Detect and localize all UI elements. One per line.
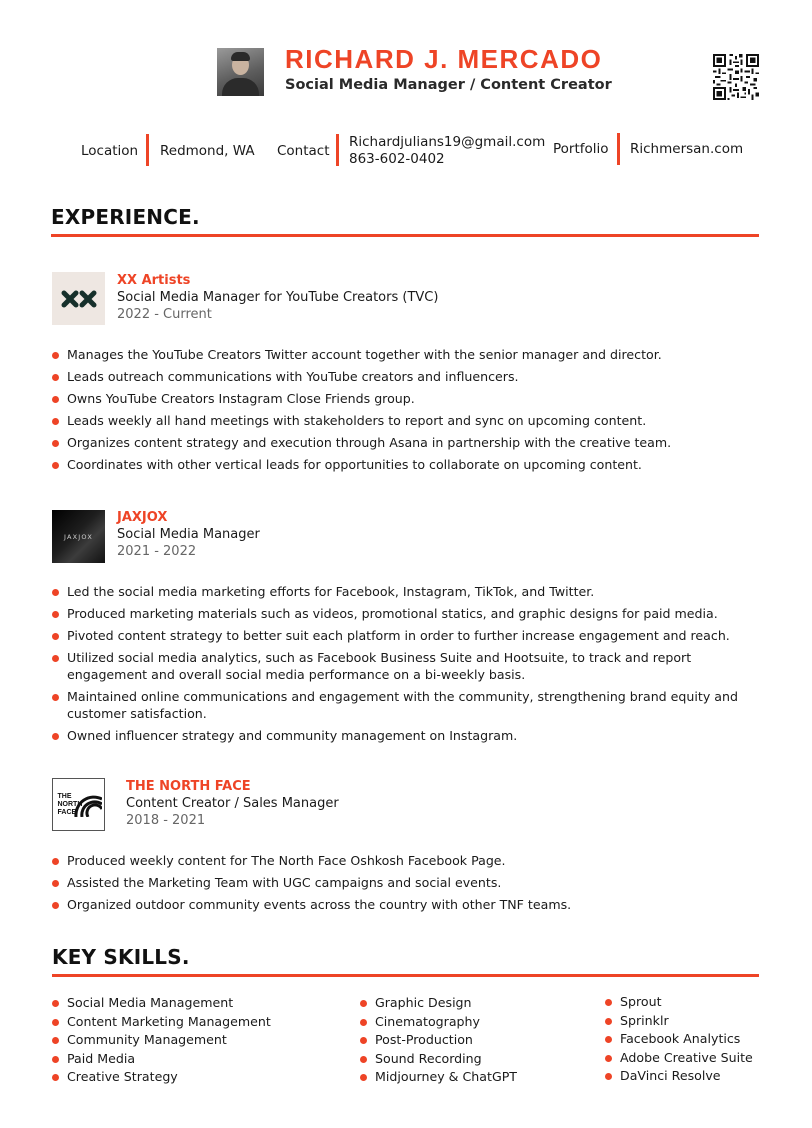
job-tagline: Social Media Manager / Content Creator: [285, 77, 612, 93]
bullet-item: Utilized social media analytics, such as Facebook Business Suite and Hootsuite, to track and report engagement and overall social media performance on a bi-weekly basis.: [52, 649, 762, 683]
skill-item: Midjourney & ChatGPT: [360, 1068, 517, 1087]
skill-item: Sprout: [605, 993, 753, 1012]
bullet-item: Organized outdoor community events across the country with other TNF teams.: [52, 896, 758, 913]
job-role: Content Creator / Sales Manager: [126, 796, 339, 811]
bullet-item: Produced weekly content for The North Face Oshkosh Facebook Page.: [52, 852, 758, 869]
skill-item: Creative Strategy: [52, 1068, 271, 1087]
skill-item: Adobe Creative Suite: [605, 1049, 753, 1068]
portfolio-link[interactable]: Richmersan.com: [630, 141, 744, 157]
skill-item: Content Marketing Management: [52, 1013, 271, 1032]
bullet-item: Coordinates with other vertical leads for opportunities to collaborate on upcoming content.: [52, 456, 758, 473]
skill-item: Paid Media: [52, 1050, 271, 1069]
job-bullets: [52, 583, 762, 744]
job-dates: 2022 - Current: [117, 307, 212, 322]
jaxjox-logo: [52, 510, 105, 563]
qr-code-icon[interactable]: [713, 54, 759, 100]
job-dates: 2018 - 2021: [126, 813, 206, 828]
company-name: XX Artists: [117, 273, 191, 288]
bullet-item: Maintained online communications and engagement with the community, strengthening brand equity and customer satisfaction.: [52, 688, 762, 722]
skills-column-1: [52, 994, 271, 1087]
bullet-item: Manages the YouTube Creators Twitter account together with the senior manager and director.: [52, 346, 758, 363]
xx-artists-logo: [52, 272, 105, 325]
job-bullets: [52, 852, 758, 913]
skills-column-3: [605, 993, 753, 1086]
bullet-item: Owned influencer strategy and community management on Instagram.: [52, 727, 762, 744]
logo-word: THE: [57, 792, 72, 800]
company-name: THE NORTH FACE: [126, 779, 251, 794]
portfolio-label: Portfolio: [553, 141, 609, 157]
logo-word: NORTH: [57, 800, 83, 808]
skill-item: Community Management: [52, 1031, 271, 1050]
jaxjox-logo-text: JAXJOX: [64, 532, 93, 541]
bullet-item: Produced marketing materials such as videos, promotional statics, and graphic designs for paid media.: [52, 605, 762, 622]
divider-portfolio: [617, 133, 620, 165]
skills-rule: [52, 974, 759, 977]
north-face-logo: [52, 778, 105, 831]
skill-item: Social Media Management: [52, 994, 271, 1013]
profile-photo: [217, 48, 264, 96]
job-role: Social Media Manager for YouTube Creators (TVC): [117, 290, 439, 305]
company-name: JAXJOX: [117, 510, 168, 525]
divider-location: [146, 134, 149, 166]
bullet-item: Assisted the Marketing Team with UGC campaigns and social events.: [52, 874, 758, 891]
skill-item: Facebook Analytics: [605, 1030, 753, 1049]
skills-column-2: [360, 994, 517, 1087]
experience-rule: [51, 234, 759, 237]
skill-item: Cinematography: [360, 1013, 517, 1032]
job-role: Social Media Manager: [117, 527, 260, 542]
divider-contact: [336, 134, 339, 166]
logo-word: FACE: [57, 808, 77, 816]
bullet-item: Organizes content strategy and execution through Asana in partnership with the creative team.: [52, 434, 758, 451]
phone-number[interactable]: 863-602-0402: [349, 151, 445, 167]
bullet-item: Leads outreach communications with YouTube creators and influencers.: [52, 368, 758, 385]
full-name: RICHARD J. MERCADO: [285, 44, 603, 74]
job-bullets: [52, 346, 758, 473]
skill-item: Sound Recording: [360, 1050, 517, 1069]
location-value: Redmond, WA: [160, 143, 255, 159]
skill-item: Post-Production: [360, 1031, 517, 1050]
bullet-item: Owns YouTube Creators Instagram Close Friends group.: [52, 390, 758, 407]
contact-label: Contact: [277, 143, 330, 159]
location-label: Location: [81, 143, 139, 159]
bullet-item: Leads weekly all hand meetings with stakeholders to report and sync on upcoming content.: [52, 412, 758, 429]
bullet-item: Led the social media marketing efforts for Facebook, Instagram, TikTok, and Twitter.: [52, 583, 762, 600]
skills-heading: KEY SKILLS.: [52, 945, 190, 969]
xx-logo-icon: [61, 290, 97, 308]
skill-item: DaVinci Resolve: [605, 1067, 753, 1086]
email-link[interactable]: Richardjulians19@gmail.com: [349, 134, 546, 150]
job-dates: 2021 - 2022: [117, 544, 197, 559]
experience-heading: EXPERIENCE.: [51, 205, 200, 229]
bullet-item: Pivoted content strategy to better suit each platform in order to further increase engagement and reach.: [52, 627, 762, 644]
skill-item: Graphic Design: [360, 994, 517, 1013]
skill-item: Sprinklr: [605, 1012, 753, 1031]
